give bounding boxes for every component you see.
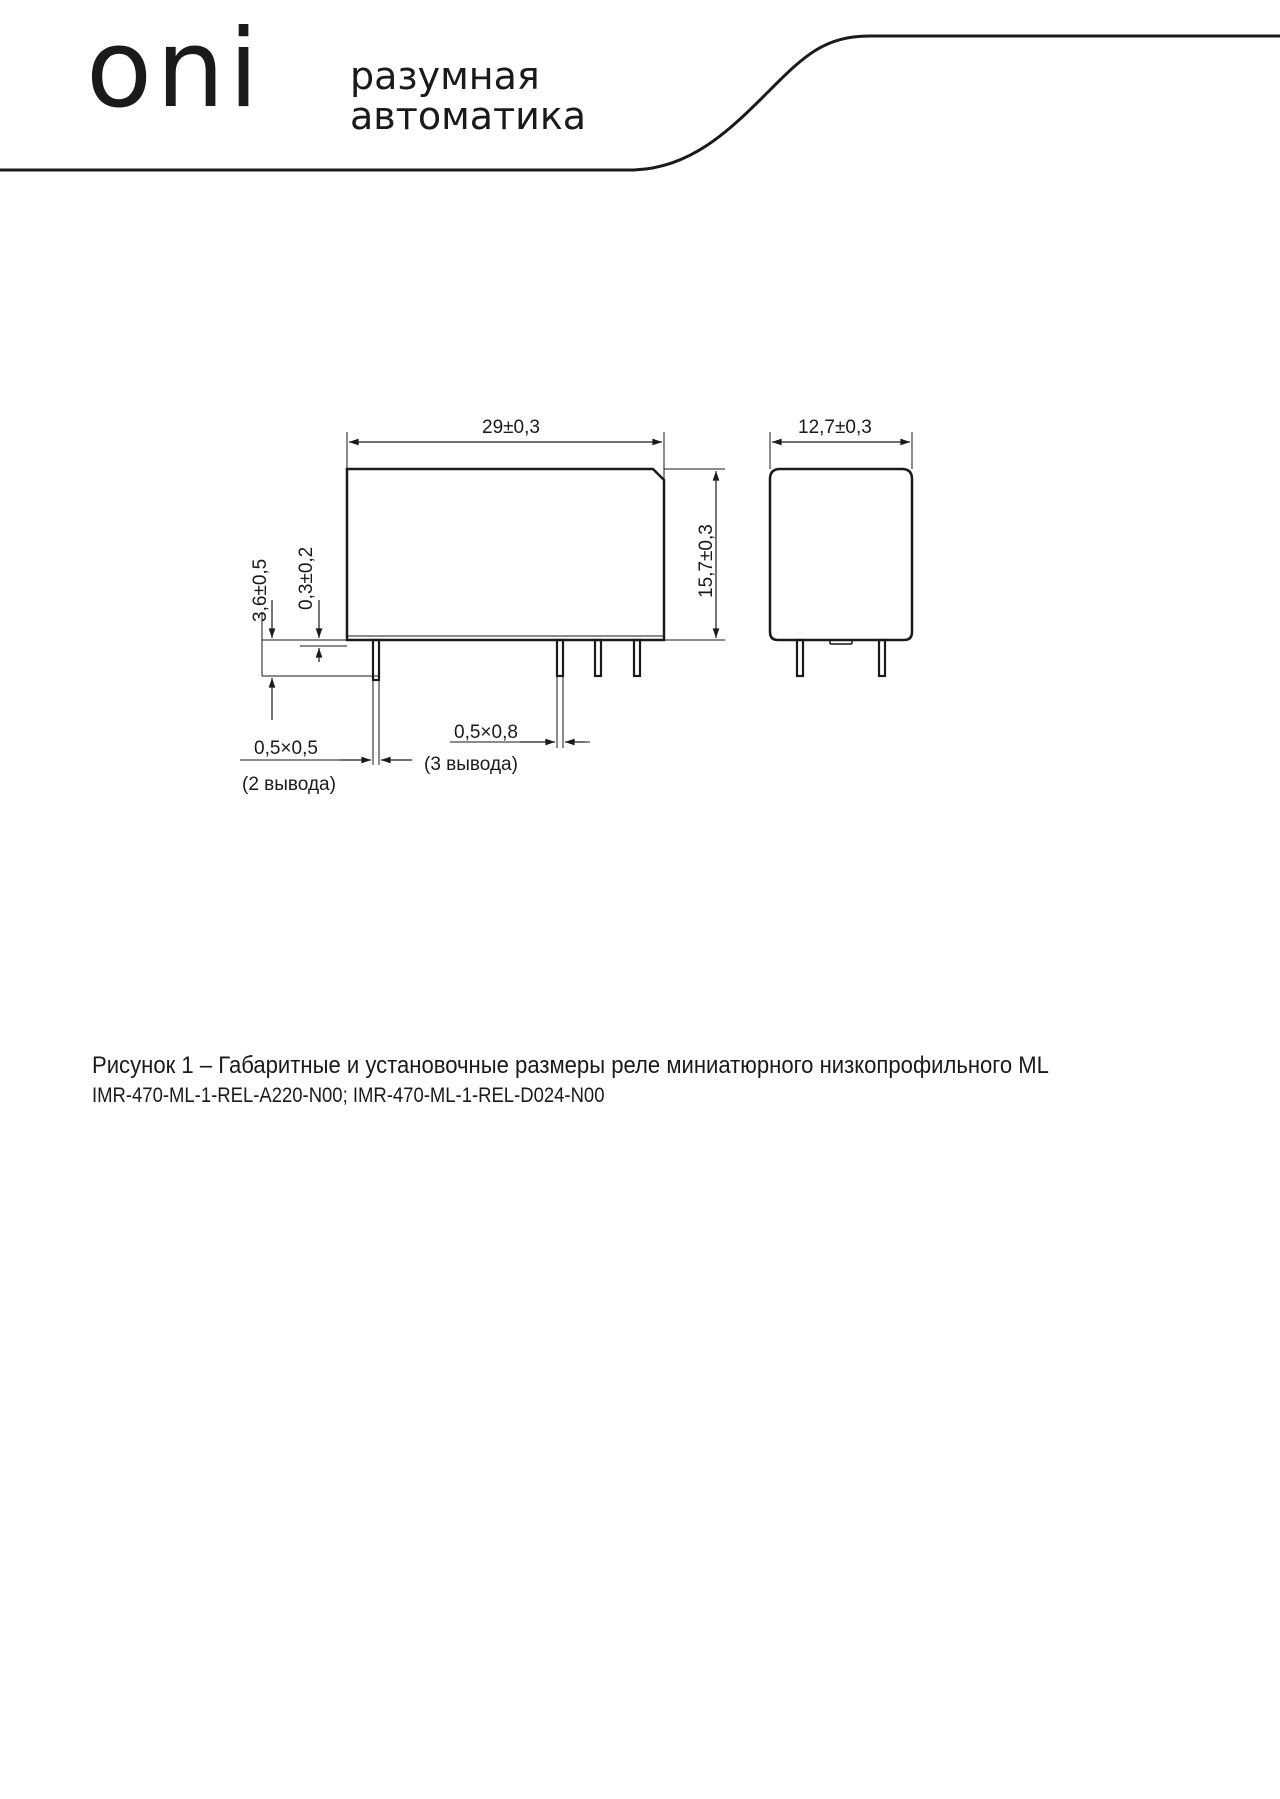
dim-standoff-label: 0,3±0,2 [296, 546, 317, 610]
dim-height-label: 15,7±0,3 [696, 524, 717, 598]
dim-pin-section-2-label: 0,5×0,5 [254, 738, 318, 759]
figure-caption [92, 1050, 1212, 1110]
oni-logo: oni [86, 7, 263, 132]
dim-pin-length-label: 3,6±0,5 [250, 558, 271, 622]
dim-pin-section-3-label: 0,5×0,8 [454, 722, 518, 743]
brand-tagline [350, 56, 586, 136]
side-pins [797, 640, 885, 676]
dim-pin-count-3-label: (3 вывода) [424, 754, 518, 775]
relay-body-side [770, 469, 912, 640]
relay-dimension-drawing [0, 400, 1280, 820]
dim-length-label: 29±0,3 [482, 417, 540, 438]
dim-width-label: 12,7±0,3 [798, 417, 872, 438]
caption-line-1: Рисунок 1 – Габаритные и установочные размеры реле миниатюрного низкопрофильного ML [92, 1052, 1049, 1079]
relay-body-front [347, 469, 664, 640]
tagline-line-2: автоматика [350, 94, 587, 138]
tagline-line-1: разумная [350, 54, 540, 98]
caption-line-2: IMR-470-ML-1-REL-A220-N00; IMR-470-ML-1-REL-D024-N00 [92, 1084, 605, 1107]
front-pins [373, 640, 640, 680]
dim-pin-count-2-label: (2 вывода) [242, 774, 336, 795]
